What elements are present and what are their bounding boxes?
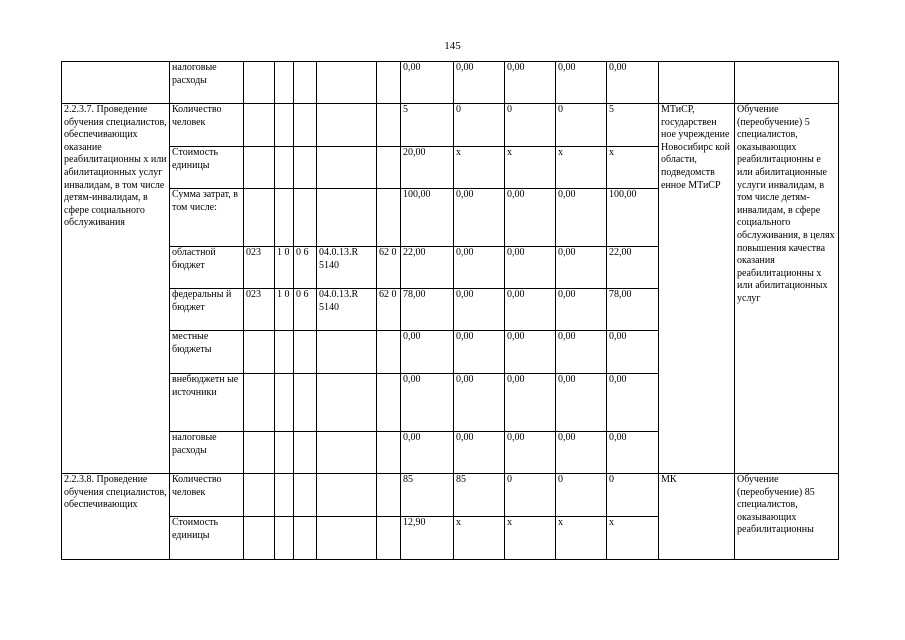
- table-cell: 04.0.13.R 5140: [317, 247, 377, 289]
- table-cell: 0,00: [556, 62, 607, 104]
- table-cell: [377, 374, 401, 432]
- table-cell: 22,00: [401, 247, 454, 289]
- table-cell: 0,00: [401, 374, 454, 432]
- table-cell: [244, 374, 275, 432]
- table-cell: 0,00: [505, 374, 556, 432]
- table-cell: 0,00: [505, 432, 556, 474]
- table-cell: 100,00: [607, 189, 659, 247]
- table-cell: 0,00: [607, 374, 659, 432]
- table-cell: [317, 474, 377, 517]
- table-cell: [317, 331, 377, 374]
- table-cell: 12,90: [401, 517, 454, 560]
- table-row: [62, 62, 839, 104]
- table-cell: 62 0: [377, 247, 401, 289]
- table-cell: [294, 331, 317, 374]
- table-cell: [294, 517, 317, 560]
- table-cell: 0,00: [454, 432, 505, 474]
- table-cell: 5: [401, 104, 454, 147]
- table-row: [62, 474, 839, 517]
- table-cell: 0,00: [556, 331, 607, 374]
- table-cell: [317, 374, 377, 432]
- table-cell: 0,00: [505, 189, 556, 247]
- table-cell: Количество человек: [170, 104, 244, 147]
- table-cell: 0,00: [454, 247, 505, 289]
- table-cell: 0,00: [401, 432, 454, 474]
- table-cell: Сумма затрат, в том числе:: [170, 189, 244, 247]
- table-cell: [294, 374, 317, 432]
- table-cell: 023: [244, 247, 275, 289]
- table-cell: [244, 189, 275, 247]
- table-cell: 0,00: [454, 289, 505, 331]
- table-cell: [62, 62, 170, 104]
- table-cell: [659, 62, 735, 104]
- table-cell: [275, 374, 294, 432]
- table-cell: [244, 474, 275, 517]
- table-cell: [275, 104, 294, 147]
- table-cell: налоговые расходы: [170, 62, 244, 104]
- table-cell: 2.2.3.8. Проведение обучения специалистов, обеспечивающих: [62, 474, 170, 560]
- table-cell: 85: [401, 474, 454, 517]
- table-cell: 0: [505, 104, 556, 147]
- table-cell: местные бюджеты: [170, 331, 244, 374]
- table-cell: [294, 189, 317, 247]
- table-cell: 0,00: [401, 62, 454, 104]
- table-cell: х: [607, 147, 659, 189]
- table-cell: 0,00: [454, 189, 505, 247]
- table-cell: х: [556, 517, 607, 560]
- table-cell: [317, 62, 377, 104]
- table-cell: 0: [556, 104, 607, 147]
- table-cell: 0: [556, 474, 607, 517]
- table-cell: 0,00: [607, 432, 659, 474]
- table-cell: Обучение (переобучение) 5 специалистов, оказывающих реабилитационны е или абилитационные услуги инвалидам, в том числе детям-инвалидам, в сфере социального обслуживания, в целях повышения качества оказания реабилитационны х или абилитационных услуг: [735, 104, 839, 474]
- table-cell: 0: [454, 104, 505, 147]
- table-cell: 0,00: [505, 331, 556, 374]
- table-cell: 0,00: [607, 331, 659, 374]
- table-cell: 22,00: [607, 247, 659, 289]
- table-cell: [294, 104, 317, 147]
- table-cell: [377, 189, 401, 247]
- table-row: [62, 104, 839, 147]
- table-cell: 0,00: [556, 289, 607, 331]
- table-cell: 023: [244, 289, 275, 331]
- table-cell: [377, 474, 401, 517]
- table-cell: 78,00: [607, 289, 659, 331]
- table-cell: [275, 432, 294, 474]
- table-cell: [317, 517, 377, 560]
- table-cell: [317, 189, 377, 247]
- table-cell: [275, 474, 294, 517]
- table-cell: 0,00: [505, 247, 556, 289]
- table-cell: [377, 104, 401, 147]
- table-cell: Стоимость единицы: [170, 517, 244, 560]
- table-cell: [294, 62, 317, 104]
- table-cell: х: [454, 517, 505, 560]
- table-cell: Стоимость единицы: [170, 147, 244, 189]
- table-cell: 0,00: [454, 62, 505, 104]
- table-cell: 0,00: [505, 289, 556, 331]
- table-cell: 62 0: [377, 289, 401, 331]
- table-cell: [735, 62, 839, 104]
- table-cell: [244, 62, 275, 104]
- table-cell: [275, 147, 294, 189]
- table-cell: 0,00: [556, 432, 607, 474]
- table-cell: [244, 331, 275, 374]
- table-cell: [317, 104, 377, 147]
- table-cell: [294, 432, 317, 474]
- table-cell: 100,00: [401, 189, 454, 247]
- table-cell: 0,00: [401, 331, 454, 374]
- table-cell: 0 6: [294, 247, 317, 289]
- table-cell: 0: [505, 474, 556, 517]
- table-cell: 0,00: [454, 331, 505, 374]
- table-cell: 5: [607, 104, 659, 147]
- table-cell: [244, 517, 275, 560]
- table-cell: [377, 331, 401, 374]
- table-cell: [377, 517, 401, 560]
- table-cell: 2.2.3.7. Проведение обучения специалистов, обеспечивающих оказание реабилитационны х или абилитационных услуг инвалидам, в том числе детям-инвалидам, в сфере социального обслуживания: [62, 104, 170, 474]
- table-cell: [275, 62, 294, 104]
- table-cell: [294, 474, 317, 517]
- table-cell: областной бюджет: [170, 247, 244, 289]
- table-cell: 78,00: [401, 289, 454, 331]
- table-cell: х: [556, 147, 607, 189]
- table-cell: [244, 104, 275, 147]
- table-cell: 0 6: [294, 289, 317, 331]
- program-table: [61, 61, 839, 560]
- table-cell: федеральны й бюджет: [170, 289, 244, 331]
- table-cell: Количество человек: [170, 474, 244, 517]
- table-cell: 0,00: [505, 62, 556, 104]
- table-cell: 0,00: [556, 189, 607, 247]
- table-cell: [244, 432, 275, 474]
- table-cell: 0,00: [607, 62, 659, 104]
- table-cell: [377, 147, 401, 189]
- table-cell: х: [505, 517, 556, 560]
- table-cell: х: [505, 147, 556, 189]
- page-number: 145: [444, 40, 461, 52]
- table-cell: МК: [659, 474, 735, 560]
- table-cell: Обучение (переобучение) 85 специалистов, оказывающих реабилитационны: [735, 474, 839, 560]
- table-cell: х: [607, 517, 659, 560]
- table-cell: [275, 189, 294, 247]
- table-cell: МТиСР, государствен ное учреждение Новосибирс кой области, подведомств енное МТиСР: [659, 104, 735, 474]
- table-cell: х: [454, 147, 505, 189]
- table-cell: 20,00: [401, 147, 454, 189]
- table-cell: 85: [454, 474, 505, 517]
- table-cell: 0: [607, 474, 659, 517]
- table-cell: [317, 432, 377, 474]
- table-cell: 0,00: [556, 374, 607, 432]
- table-cell: 04.0.13.R 5140: [317, 289, 377, 331]
- table-cell: 1 0: [275, 289, 294, 331]
- table-cell: [377, 62, 401, 104]
- table-cell: 0,00: [556, 247, 607, 289]
- table-cell: [377, 432, 401, 474]
- table-cell: [294, 147, 317, 189]
- table-cell: [275, 331, 294, 374]
- table-cell: внебюджетн ые источники: [170, 374, 244, 432]
- table-cell: [275, 517, 294, 560]
- table-cell: налоговые расходы: [170, 432, 244, 474]
- table-cell: 0,00: [454, 374, 505, 432]
- table-cell: [244, 147, 275, 189]
- table-cell: [317, 147, 377, 189]
- table-cell: 1 0: [275, 247, 294, 289]
